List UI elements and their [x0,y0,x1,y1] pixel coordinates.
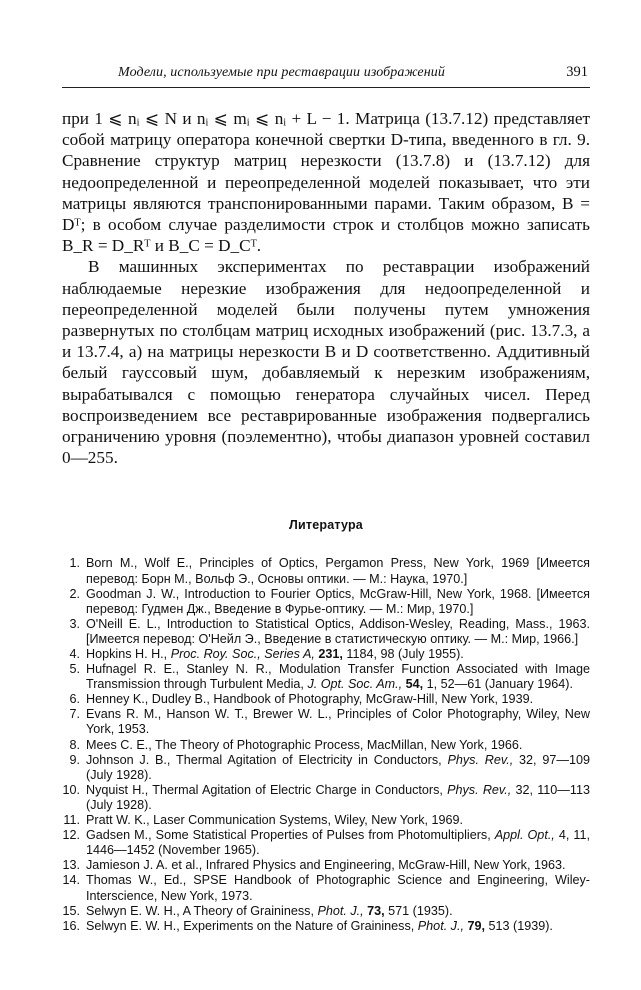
body-text [62,108,590,468]
page-number: 391 [566,64,588,80]
reference-authors: Johnson J. B., Thermal Agitation of Electricity in Conductors, [86,752,448,767]
reference-number: 5. [69,662,80,677]
reference-number: 7. [69,707,80,722]
reference-authors: Hufnagel R. E., Stanley N. R., Modulation Transfer Function Associated with Image Transmission through Turbulent Media, [86,662,590,692]
reference-authors: Nyquist H., Thermal Agitation of Electric Charge in Conductors, [86,782,448,797]
reference-item [62,904,590,919]
reference-volume: 79, [463,918,485,933]
reference-item [62,919,590,934]
reference-text: Mees C. E., The Theory of Photographic Process, MacMillan, New York, 1966. [86,737,523,752]
reference-details: 32, 97—109 (July 1928). [86,752,590,782]
reference-details: 513 (1939). [485,918,553,933]
reference-volume: 73, [363,903,385,918]
references-heading: Литература [289,518,363,533]
reference-number: 11. [63,813,80,828]
reference-text [86,662,590,692]
reference-item [62,828,590,858]
reference-item [62,556,590,586]
reference-authors: Gadsen M., Some Statistical Properties of Pulses from Photomultipliers, [86,828,495,843]
reference-text: Henney K., Dudley B., Handbook of Photography, McGraw-Hill, New York, 1939. [86,692,534,707]
reference-text [86,647,590,662]
reference-item [62,647,590,662]
running-head-title: Модели, используемые при реставрации изображений [118,65,445,80]
reference-details: 32, 110—113 (July 1928). [86,782,590,812]
reference-number: 3. [69,616,80,631]
reference-number: 10. [62,782,80,797]
reference-number: 4. [69,647,80,662]
reference-text: Pratt W. K., Laser Communication Systems, Wiley, New York, 1969. [86,813,464,828]
reference-number: 8. [69,737,80,752]
reference-text [86,919,590,934]
reference-number: 16. [62,918,80,933]
reference-journal: Appl. Opt., [494,828,555,843]
reference-number: 1. [69,556,80,571]
reference-number: 14. [62,873,80,888]
reference-journal: Phys. Rev., [447,782,512,797]
reference-item [62,858,590,873]
reference-volume: 54, [402,677,424,692]
reference-text: O'Neill E. L., Introduction to Statistical Optics, Addison-Wesley, Reading, Mass., 1963. [Имеется перевод: О'Нейл Э., Введение в статистическую оптику. — М.: Мир, 1966.] [86,616,590,646]
reference-number: 2. [69,586,80,601]
reference-number: 6. [69,692,80,707]
reference-authors: Selwyn E. W. H., Experiments on the Nature of Graininess, [86,918,418,933]
reference-text: Jamieson J. A. et al., Infrared Physics and Engineering, McGraw-Hill, New York, 1963. [86,858,566,873]
reference-authors: Selwyn E. W. H., A Theory of Graininess, [86,903,318,918]
reference-text: Thomas W., Ed., SPSE Handbook of Photographic Science and Engineering, Wiley-Interscience, New York, 1973. [86,873,590,903]
references-list [62,556,590,933]
reference-item [62,753,590,783]
reference-journal: Proc. Roy. Soc., Series A, [170,647,315,662]
reference-item [62,707,590,737]
reference-number: 15. [62,903,80,918]
reference-text [86,753,590,783]
reference-volume: 231, [314,647,343,662]
reference-item [62,813,590,828]
reference-item [62,617,590,647]
book-page [62,64,590,934]
reference-journal: Phot. J., [317,903,364,918]
reference-details: 571 (1935). [384,903,453,918]
reference-text: Evans R. M., Hanson W. T., Brewer W. L., Principles of Color Photography, Wiley, New York, 1953. [86,707,590,737]
reference-number: 9. [69,752,80,767]
reference-item [62,662,590,692]
reference-item [62,783,590,813]
paragraph-1: при 1 ⩽ nᵢ ⩽ N и nᵢ ⩽ mᵢ ⩽ nᵢ + L − 1. Матрица (13.7.12) представляет собой матрицу оператора конечной свертки D-типа, введенного в гл. 9. Сравнение структур матриц нерезкости (13.7.8) и (13.7.12) для недоопределенной и переопределенной моделей показывает, что эти матрицы являются транспонированными парами. Таким образом, B = Dᵀ; в особом случае разделимости строк и столбцов можно записать B_R = D_Rᵀ и B_C = D_Cᵀ. [62,109,590,256]
running-head [62,64,590,88]
reference-text: Goodman J. W., Introduction to Fourier Optics, McGraw-Hill, New York, 1968. [Имеется перевод: Гудмен Дж., Введение в Фурье-оптику. — М.: Мир, 1970.] [86,586,590,616]
reference-journal: J. Opt. Soc. Am., [307,677,403,692]
reference-journal: Phys. Rev., [447,752,514,767]
reference-details: 1184, 98 (July 1955). [342,647,464,662]
reference-item [62,873,590,903]
reference-authors: Hopkins H. H., [86,647,171,662]
reference-number: 13. [62,858,80,873]
reference-details: 4, 11, 1446—1452 (November 1965). [86,828,590,858]
reference-item [62,587,590,617]
reference-item [62,738,590,753]
reference-text [86,904,590,919]
paragraph-2: В машинных экспериментах по реставрации изображений наблюдаемые нерезкие изображения для недоопределенной и переопределенной моделей были получены путем умножения развернутых по столбцам матриц исходных изображений (рис. 13.7.3, a и 13.7.4, a) на матрицы нерезкости B и D соответственно. Аддитивный белый гауссовый шум, добавляемый к нерезким изображениям, вырабатывался с помощью генератора случайных чисел. Перед воспроизведением все реставрированные изображения подвергались ограничению уровня (поэлементно), чтобы диапазон уровней составил 0—255. [62,257,590,468]
reference-details: 1, 52—61 (January 1964). [423,677,573,692]
reference-journal: Phot. J., [417,918,464,933]
reference-item [62,692,590,707]
reference-text [86,828,590,858]
reference-number: 12. [62,828,80,843]
reference-text: Born M., Wolf E., Principles of Optics, Pergamon Press, New York, 1969 [Имеется перевод: Борн М., Вольф Э., Основы оптики. — М.: Наука, 1970.] [86,556,590,586]
reference-text [86,783,590,813]
